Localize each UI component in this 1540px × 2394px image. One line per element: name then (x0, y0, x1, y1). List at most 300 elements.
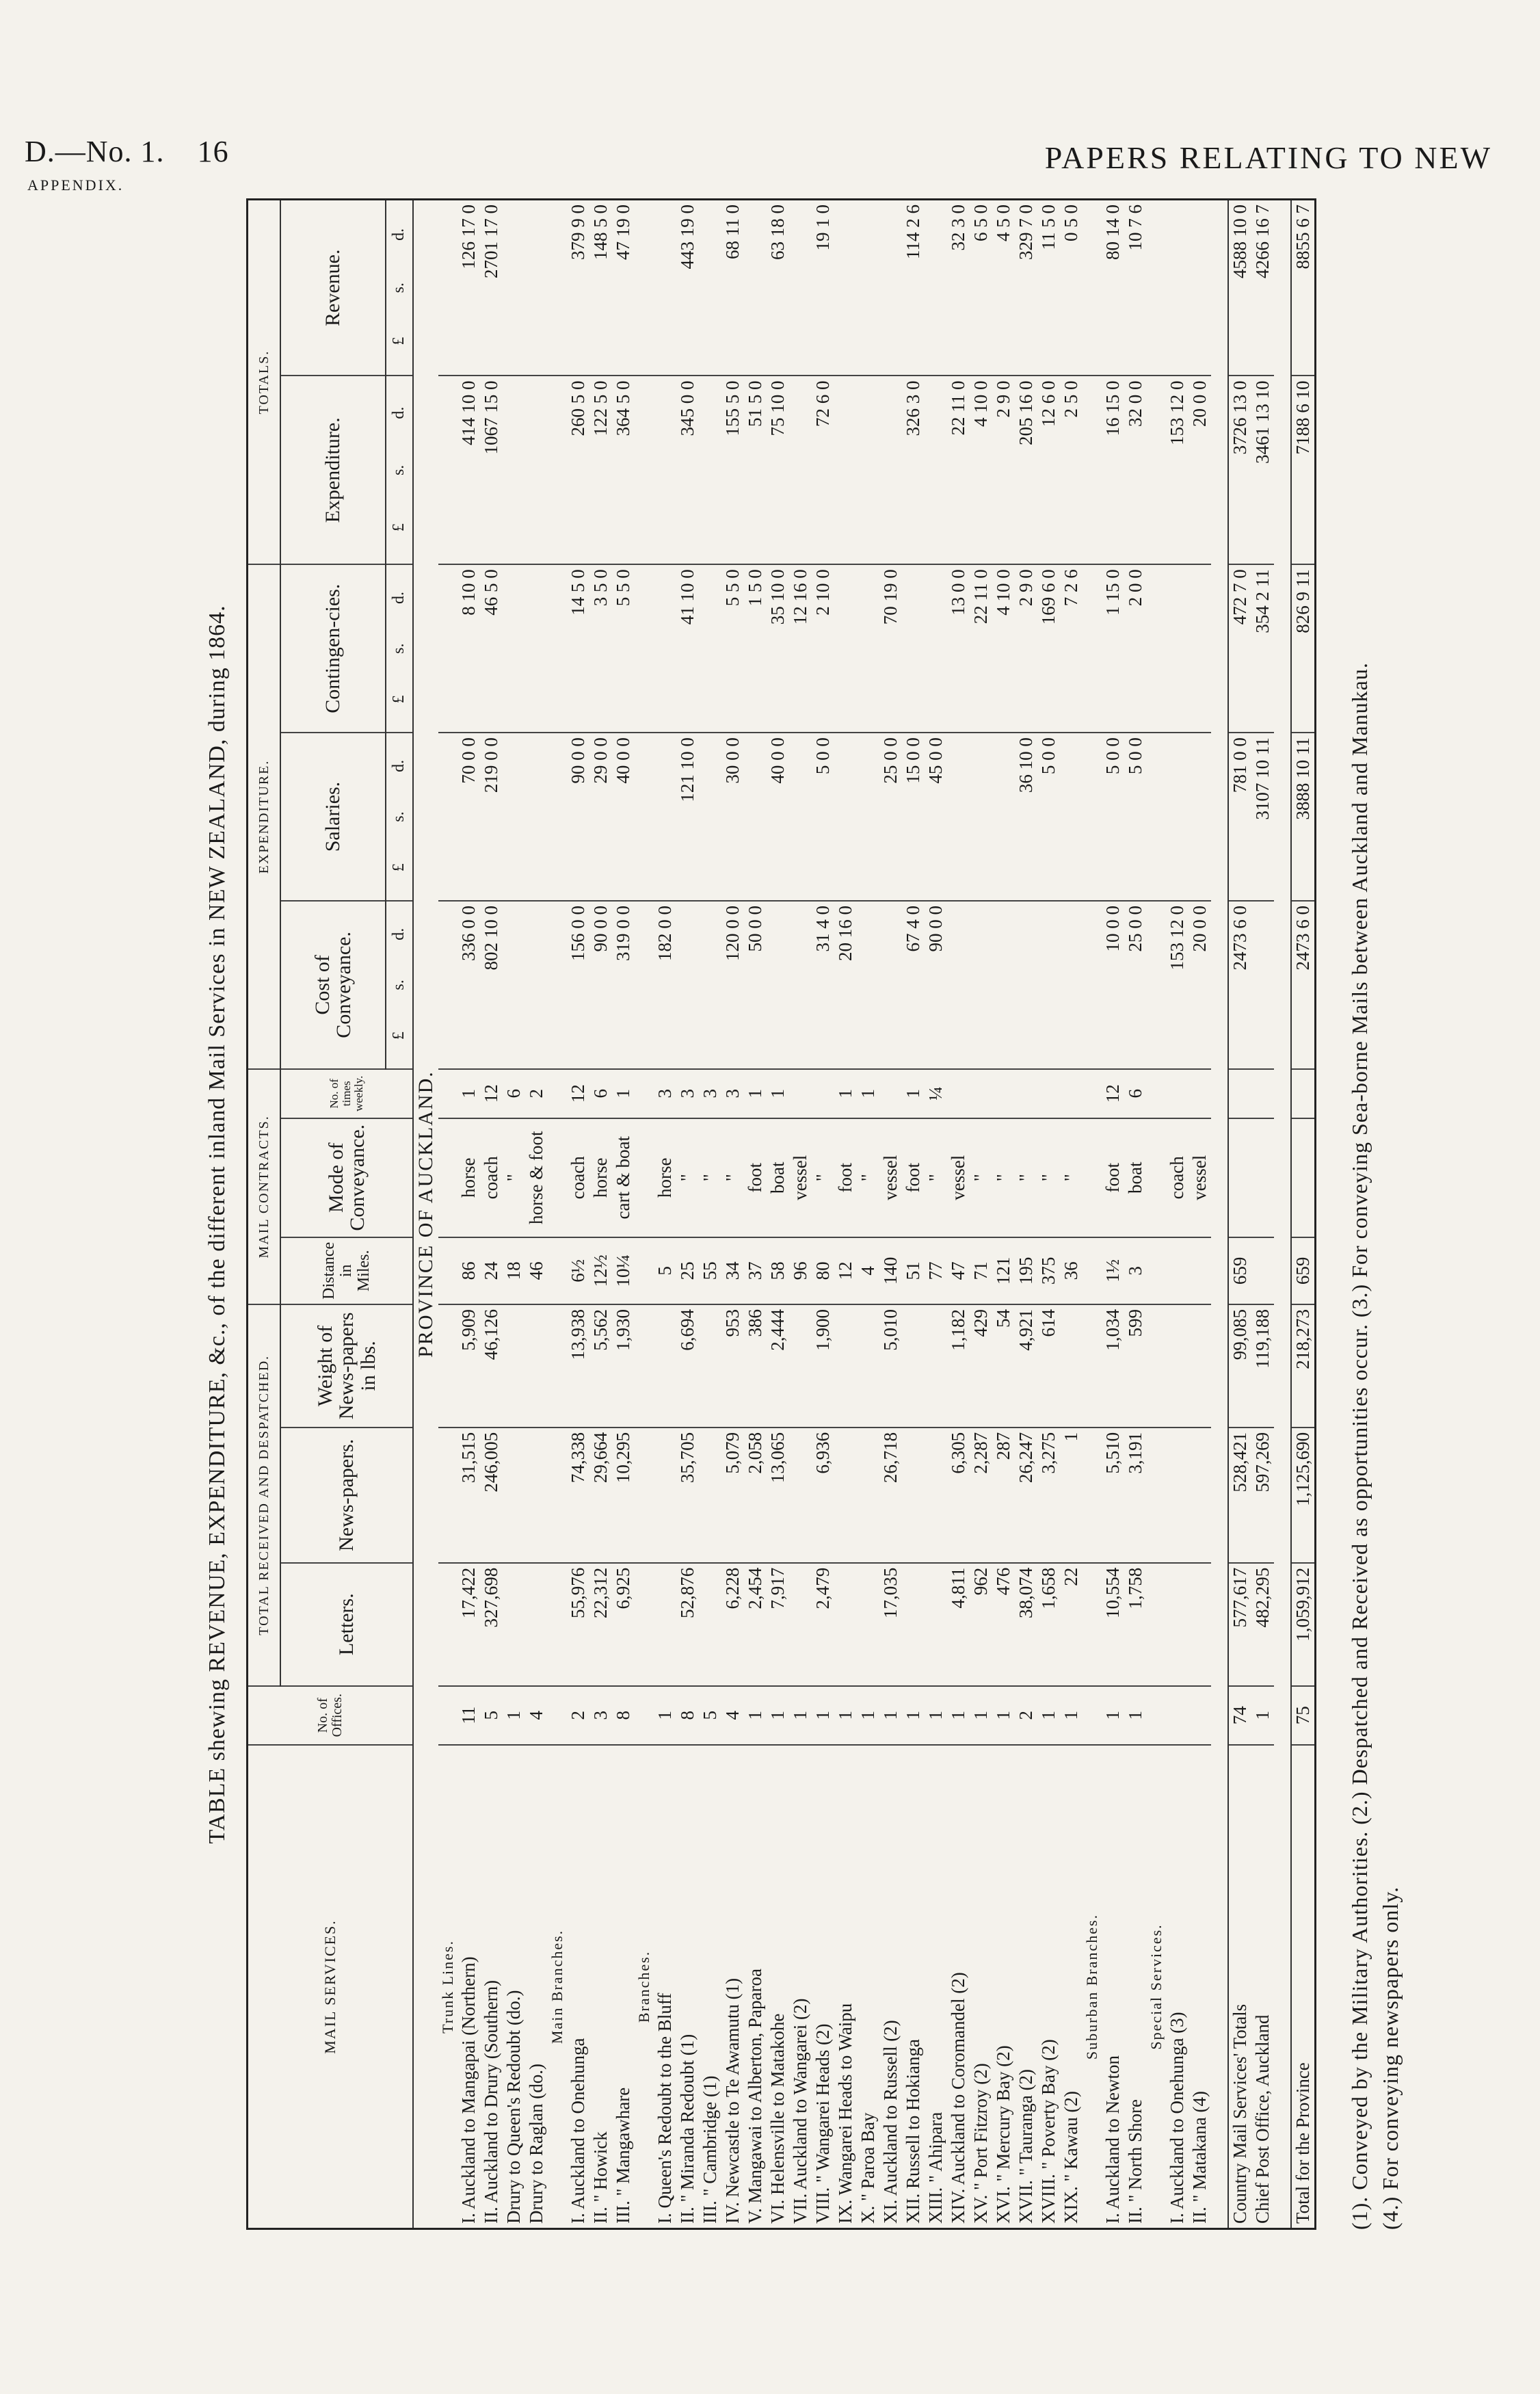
salaries-cell: 25 0 0 (879, 733, 902, 901)
empty-cell (438, 376, 457, 564)
conveyance-cell (857, 901, 879, 1069)
revenue-cell: 63 18 0 (767, 200, 789, 376)
expenditure-cell (879, 376, 902, 564)
expenditure-cell: 12 6 0 (1037, 376, 1060, 564)
money-units: £s.d. (386, 200, 413, 376)
letters-cell: 38,074 (1015, 1563, 1037, 1686)
service-cell: XIII. " Ahipara (925, 1745, 947, 2229)
weight-cell (525, 1304, 548, 1428)
conveyance-cell (879, 901, 902, 1069)
mode-cell: " (503, 1118, 525, 1237)
times-cell (1189, 1069, 1211, 1118)
offices-cell: 1 (812, 1686, 834, 1745)
expenditure-cell: 72 6 0 (812, 376, 834, 564)
letters-cell: 22,312 (589, 1563, 612, 1686)
empty-cell (635, 376, 654, 564)
table-row (699, 200, 721, 2229)
offices-cell: 2 (1015, 1686, 1037, 1745)
section-heading-row (1147, 200, 1166, 2229)
empty-cell (438, 1118, 457, 1237)
offices-cell: 1 (767, 1686, 789, 1745)
offices-cell: 75 (1291, 1686, 1316, 1745)
distance-cell: 10¼ (612, 1237, 635, 1304)
revenue-cell: 114 2 6 (902, 200, 925, 376)
offices-cell: 1 (834, 1686, 857, 1745)
offices-cell: 1 (947, 1686, 970, 1745)
contingencies-cell (834, 564, 857, 733)
service-cell: Drury to Queen's Redoubt (do.) (503, 1745, 525, 2229)
empty-cell (1083, 901, 1102, 1069)
footnote-line-2: (4.) For conveying newspapers only. (1378, 1886, 1403, 2230)
page-number: 16 (197, 135, 229, 168)
contingencies-cell (1166, 564, 1189, 733)
newspapers-cell: 35,705 (676, 1428, 699, 1563)
service-cell: II. Auckland to Drury (Southern) (480, 1745, 503, 2229)
empty-cell (1083, 1069, 1102, 1118)
revenue-cell (654, 200, 676, 376)
mode-cell: coach (1166, 1118, 1189, 1237)
offices-cell (1189, 1686, 1211, 1745)
conveyance-cell (767, 901, 789, 1069)
letters-cell (857, 1563, 879, 1686)
province-heading-row (413, 200, 438, 2229)
distance-cell: 12½ (589, 1237, 612, 1304)
distance-cell (1251, 1237, 1274, 1304)
conveyance-cell (947, 901, 970, 1069)
section-heading: Main Branches. (548, 1745, 567, 2229)
offices-cell: 1 (1060, 1686, 1083, 1745)
offices-cell: 1 (902, 1686, 925, 1745)
weight-cell: 1,930 (612, 1304, 635, 1428)
times-cell: 12 (567, 1069, 589, 1118)
section-heading-row (548, 200, 567, 2229)
newspapers-cell: 6,936 (812, 1428, 834, 1563)
times-cell (1251, 1069, 1274, 1118)
conveyance-cell (503, 901, 525, 1069)
col-header-distance: Distance in Miles. (280, 1237, 413, 1304)
distance-cell: 140 (879, 1237, 902, 1304)
service-cell: III. " Mangawhare (612, 1745, 635, 2229)
mode-cell: vessel (789, 1118, 812, 1237)
letters-cell: 2,479 (812, 1563, 834, 1686)
salaries-cell (970, 733, 992, 901)
table-row (925, 200, 947, 2229)
footnote-line-1: (1). Conveyed by the Military Authorities. (2.) Despatched and Received as opportunities occur. (3.) For conveying Sea-borne Mails between Auckland and Manukau. (1347, 662, 1372, 2230)
table-row (789, 200, 812, 2229)
group-header-contracts: MAIL CONTRACTS. (248, 1069, 281, 1304)
empty-cell (548, 200, 567, 376)
times-cell: 12 (1102, 1069, 1124, 1118)
table-row (947, 200, 970, 2229)
newspapers-cell: 26,247 (1015, 1428, 1037, 1563)
offices-cell: 8 (612, 1686, 635, 1745)
conveyance-cell (970, 901, 992, 1069)
newspapers-cell: 31,515 (457, 1428, 480, 1563)
expenditure-cell: 3461 13 10 (1251, 376, 1274, 564)
empty-cell (438, 1686, 457, 1745)
conveyance-cell (1060, 901, 1083, 1069)
empty-cell (548, 1563, 567, 1686)
empty-cell (1083, 376, 1102, 564)
expenditure-cell (699, 376, 721, 564)
table-row (992, 200, 1015, 2229)
conveyance-cell (1037, 901, 1060, 1069)
weight-cell (654, 1304, 676, 1428)
empty-cell (1147, 1686, 1166, 1745)
table-row (767, 200, 789, 2229)
letters-cell: 10,554 (1102, 1563, 1124, 1686)
revenue-cell: 4 5 0 (992, 200, 1015, 376)
service-cell: I. Auckland to Onehunga (3) (1166, 1745, 1189, 2229)
letters-cell: 577,617 (1228, 1563, 1251, 1686)
contingencies-cell (925, 564, 947, 733)
conveyance-cell: 182 0 0 (654, 901, 676, 1069)
mode-cell: foot (834, 1118, 857, 1237)
offices-cell: 1 (744, 1686, 767, 1745)
distance-cell: 195 (1015, 1237, 1037, 1304)
newspapers-cell (857, 1428, 879, 1563)
letters-cell (699, 1563, 721, 1686)
contingencies-cell: 826 9 11 (1291, 564, 1316, 733)
distance-cell: 37 (744, 1237, 767, 1304)
offices-cell: 1 (925, 1686, 947, 1745)
letters-cell: 6,228 (721, 1563, 744, 1686)
conveyance-cell (1251, 901, 1274, 1069)
distance-cell: 4 (857, 1237, 879, 1304)
expenditure-cell: 1067 15 0 (480, 376, 503, 564)
empty-cell (1147, 1118, 1166, 1237)
newspapers-cell: 1,125,690 (1291, 1428, 1316, 1563)
empty-cell (438, 733, 457, 901)
salaries-cell: 5 0 0 (1124, 733, 1147, 901)
mode-cell: vessel (947, 1118, 970, 1237)
distance-cell: 51 (902, 1237, 925, 1304)
expenditure-cell (834, 376, 857, 564)
letters-cell: 962 (970, 1563, 992, 1686)
empty-cell (1147, 200, 1166, 376)
mode-cell: " (1015, 1118, 1037, 1237)
revenue-cell: 68 11 0 (721, 200, 744, 376)
col-header-services: MAIL SERVICES. (248, 1745, 414, 2229)
col-header-revenue: Revenue. (280, 200, 386, 376)
expenditure-cell: 345 0 0 (676, 376, 699, 564)
contingencies-cell: 2 9 0 (1015, 564, 1037, 733)
salaries-cell: 90 0 0 (567, 733, 589, 901)
mode-cell: vessel (879, 1118, 902, 1237)
col-header-letters: Letters. (280, 1563, 413, 1686)
weight-cell: 54 (992, 1304, 1015, 1428)
conveyance-cell: 20 16 0 (834, 901, 857, 1069)
weight-cell: 119,188 (1251, 1304, 1274, 1428)
times-cell (970, 1069, 992, 1118)
weight-cell: 5,010 (879, 1304, 902, 1428)
group-header-totals: TOTALS. (248, 200, 281, 565)
service-cell: XI. Auckland to Russell (2) (879, 1745, 902, 2229)
offices-cell: 1 (1124, 1686, 1147, 1745)
revenue-cell: 148 5 0 (589, 200, 612, 376)
empty-cell (438, 1563, 457, 1686)
service-cell: XVI. " Mercury Bay (2) (992, 1745, 1015, 2229)
col-header-offices: No. of Offices. (248, 1686, 414, 1745)
empty-cell (1083, 1118, 1102, 1237)
mode-cell: " (812, 1118, 834, 1237)
conveyance-cell: 90 0 0 (589, 901, 612, 1069)
table-row (857, 200, 879, 2229)
offices-cell: 1 (1102, 1686, 1124, 1745)
newspapers-cell: 26,718 (879, 1428, 902, 1563)
salaries-cell (789, 733, 812, 901)
table-row (654, 200, 676, 2229)
expenditure-cell (503, 376, 525, 564)
mode-cell: " (699, 1118, 721, 1237)
conveyance-cell: 336 0 0 (457, 901, 480, 1069)
salaries-cell: 219 0 0 (480, 733, 503, 901)
empty-cell (548, 376, 567, 564)
empty-cell (1147, 376, 1166, 564)
contingencies-cell (699, 564, 721, 733)
section-heading: Special Services. (1147, 1745, 1166, 2229)
weight-cell: 953 (721, 1304, 744, 1428)
newspapers-cell: 3,275 (1037, 1428, 1060, 1563)
service-cell: XV. " Port Fitzroy (2) (970, 1745, 992, 2229)
contingencies-cell: 8 10 0 (457, 564, 480, 733)
table-row (1124, 200, 1147, 2229)
times-cell: 1 (612, 1069, 635, 1118)
letters-cell: 482,295 (1251, 1563, 1274, 1686)
service-cell: Country Mail Services' Totals (1228, 1745, 1251, 2229)
service-cell: I. Auckland to Newton (1102, 1745, 1124, 2229)
section-heading: Trunk Lines. (438, 1745, 457, 2229)
contingencies-cell: 22 11 0 (970, 564, 992, 733)
salaries-cell: 5 0 0 (1102, 733, 1124, 901)
contingencies-cell: 2 10 0 (812, 564, 834, 733)
letters-cell (1166, 1563, 1189, 1686)
salaries-cell (857, 733, 879, 901)
salaries-cell: 121 10 0 (676, 733, 699, 901)
mode-cell: " (857, 1118, 879, 1237)
distance-cell: 86 (457, 1237, 480, 1304)
revenue-cell: 4588 10 0 (1228, 200, 1251, 376)
empty-cell (635, 1118, 654, 1237)
salaries-cell (699, 733, 721, 901)
expenditure-cell (789, 376, 812, 564)
contingencies-cell: 169 6 0 (1037, 564, 1060, 733)
service-cell: V. Mangawai to Alberton, Paparoa (744, 1745, 767, 2229)
weight-cell: 614 (1037, 1304, 1060, 1428)
salaries-cell: 45 0 0 (925, 733, 947, 901)
empty-cell (1083, 1237, 1102, 1304)
expenditure-cell (654, 376, 676, 564)
weight-cell (699, 1304, 721, 1428)
distance-cell: 55 (699, 1237, 721, 1304)
weight-cell: 386 (744, 1304, 767, 1428)
mode-cell (1228, 1118, 1251, 1237)
offices-cell: 74 (1228, 1686, 1251, 1745)
distance-cell: 58 (767, 1237, 789, 1304)
mode-cell: coach (567, 1118, 589, 1237)
contingencies-cell: 5 5 0 (612, 564, 635, 733)
money-units: £s.d. (386, 376, 413, 564)
section-heading-row (438, 200, 457, 2229)
contingencies-cell: 354 2 11 (1251, 564, 1274, 733)
times-cell (1037, 1069, 1060, 1118)
service-cell: Chief Post Office, Auckland (1251, 1745, 1274, 2229)
service-cell: XVII. " Tauranga (2) (1015, 1745, 1037, 2229)
letters-cell (503, 1563, 525, 1686)
empty-cell (635, 901, 654, 1069)
letters-cell: 6,925 (612, 1563, 635, 1686)
distance-cell: 71 (970, 1237, 992, 1304)
times-cell: 3 (699, 1069, 721, 1118)
col-header-newspapers: News-papers. (280, 1428, 413, 1563)
times-cell: 1 (744, 1069, 767, 1118)
table-row (721, 200, 744, 2229)
salaries-cell (503, 733, 525, 901)
times-cell (1060, 1069, 1083, 1118)
salaries-cell: 3107 10 11 (1251, 733, 1274, 901)
revenue-cell (525, 200, 548, 376)
mode-cell: cart & boat (612, 1118, 635, 1237)
mode-cell: coach (480, 1118, 503, 1237)
letters-cell: 1,059,912 (1291, 1563, 1316, 1686)
weight-cell: 1,034 (1102, 1304, 1124, 1428)
mode-cell: " (992, 1118, 1015, 1237)
empty-cell (548, 1304, 567, 1428)
group-header-expenditure: EXPENDITURE. (248, 564, 281, 1069)
offices-cell: 8 (676, 1686, 699, 1745)
salaries-cell: 3888 10 11 (1291, 733, 1316, 901)
mode-cell: foot (744, 1118, 767, 1237)
revenue-cell: 32 3 0 (947, 200, 970, 376)
conveyance-cell (525, 901, 548, 1069)
offices-cell: 5 (699, 1686, 721, 1745)
service-cell: Total for the Province (1291, 1745, 1316, 2229)
mode-cell: " (970, 1118, 992, 1237)
weight-cell: 46,126 (480, 1304, 503, 1428)
conveyance-cell: 2473 6 0 (1291, 901, 1316, 1069)
weight-cell (834, 1304, 857, 1428)
contingencies-cell: 41 10 0 (676, 564, 699, 733)
money-units: £s.d. (386, 564, 413, 733)
salaries-cell (654, 733, 676, 901)
empty-cell (1083, 564, 1102, 733)
weight-cell (503, 1304, 525, 1428)
expenditure-cell: 51 5 0 (744, 376, 767, 564)
empty-cell (1083, 1304, 1102, 1428)
table-row (902, 200, 925, 2229)
conveyance-cell (676, 901, 699, 1069)
conveyance-cell: 802 10 0 (480, 901, 503, 1069)
revenue-cell: 10 7 6 (1124, 200, 1147, 376)
expenditure-cell: 260 5 0 (567, 376, 589, 564)
contingencies-cell: 2 0 0 (1124, 564, 1147, 733)
contingencies-cell: 13 0 0 (947, 564, 970, 733)
weight-cell: 429 (970, 1304, 992, 1428)
revenue-cell: 47 19 0 (612, 200, 635, 376)
service-cell: XII. Russell to Hokianga (902, 1745, 925, 2229)
service-cell: I. Auckland to Mangapai (Northern) (457, 1745, 480, 2229)
salaries-cell (947, 733, 970, 901)
conveyance-cell: 31 4 0 (812, 901, 834, 1069)
weight-cell (1189, 1304, 1211, 1428)
contingencies-cell: 3 5 0 (589, 564, 612, 733)
salaries-cell (834, 733, 857, 901)
appendix-label: APPENDIX. (27, 176, 124, 194)
empty-cell (635, 733, 654, 901)
times-cell: 3 (676, 1069, 699, 1118)
salaries-cell: 5 0 0 (812, 733, 834, 901)
offices-cell: 1 (992, 1686, 1015, 1745)
contingencies-cell: 4 10 0 (992, 564, 1015, 733)
mode-cell: " (676, 1118, 699, 1237)
offices-cell: 2 (567, 1686, 589, 1745)
salaries-cell (992, 733, 1015, 901)
weight-cell: 2,444 (767, 1304, 789, 1428)
contingencies-cell: 46 5 0 (480, 564, 503, 733)
service-cell: II. " Matakana (4) (1189, 1745, 1211, 2229)
service-cell: XIV. Auckland to Coromandel (2) (947, 1745, 970, 2229)
spacer-cell (1274, 200, 1291, 2229)
times-cell: 3 (654, 1069, 676, 1118)
weight-cell: 4,921 (1015, 1304, 1037, 1428)
contingencies-cell: 70 19 0 (879, 564, 902, 733)
distance-cell: 18 (503, 1237, 525, 1304)
mode-cell: " (1060, 1118, 1083, 1237)
offices-cell: 1 (654, 1686, 676, 1745)
empty-cell (548, 1237, 567, 1304)
conveyance-cell (789, 901, 812, 1069)
conveyance-cell (699, 901, 721, 1069)
service-cell: IX. Wangarei Heads to Waipu (834, 1745, 857, 2229)
distance-cell: 659 (1291, 1237, 1316, 1304)
table-row (1037, 200, 1060, 2229)
revenue-cell (699, 200, 721, 376)
distance-cell: 34 (721, 1237, 744, 1304)
salaries-cell: 40 0 0 (767, 733, 789, 901)
table-row (612, 200, 635, 2229)
newspapers-cell: 74,338 (567, 1428, 589, 1563)
weight-cell (925, 1304, 947, 1428)
contingencies-cell: 7 2 6 (1060, 564, 1083, 733)
times-cell: 1 (767, 1069, 789, 1118)
weight-cell (789, 1304, 812, 1428)
distance-cell: 96 (789, 1237, 812, 1304)
salaries-cell (1189, 733, 1211, 901)
table-row (1060, 200, 1083, 2229)
times-cell: 2 (525, 1069, 548, 1118)
revenue-cell (857, 200, 879, 376)
table-caption: TABLE shewing REVENUE, EXPENDITURE, &c., of the different inland Mail Services in NEW ZEALAND, during 1864. (204, 605, 230, 1844)
revenue-cell: 80 14 0 (1102, 200, 1124, 376)
expenditure-cell: 122 5 0 (589, 376, 612, 564)
document-reference (25, 134, 229, 169)
weight-cell (1166, 1304, 1189, 1428)
table-row (970, 200, 992, 2229)
reference-number: D.—No. 1. (25, 135, 165, 168)
letters-cell: 7,917 (767, 1563, 789, 1686)
running-title: PAPERS RELATING TO NEW (1044, 140, 1492, 175)
weight-cell: 1,182 (947, 1304, 970, 1428)
conveyance-cell: 120 0 0 (721, 901, 744, 1069)
empty-cell (1147, 1237, 1166, 1304)
mode-cell: vessel (1189, 1118, 1211, 1237)
empty-cell (1083, 1686, 1102, 1745)
distance-cell: 46 (525, 1237, 548, 1304)
expenditure-cell (925, 376, 947, 564)
weight-cell (1060, 1304, 1083, 1428)
offices-cell: 1 (1251, 1686, 1274, 1745)
table-row (744, 200, 767, 2229)
